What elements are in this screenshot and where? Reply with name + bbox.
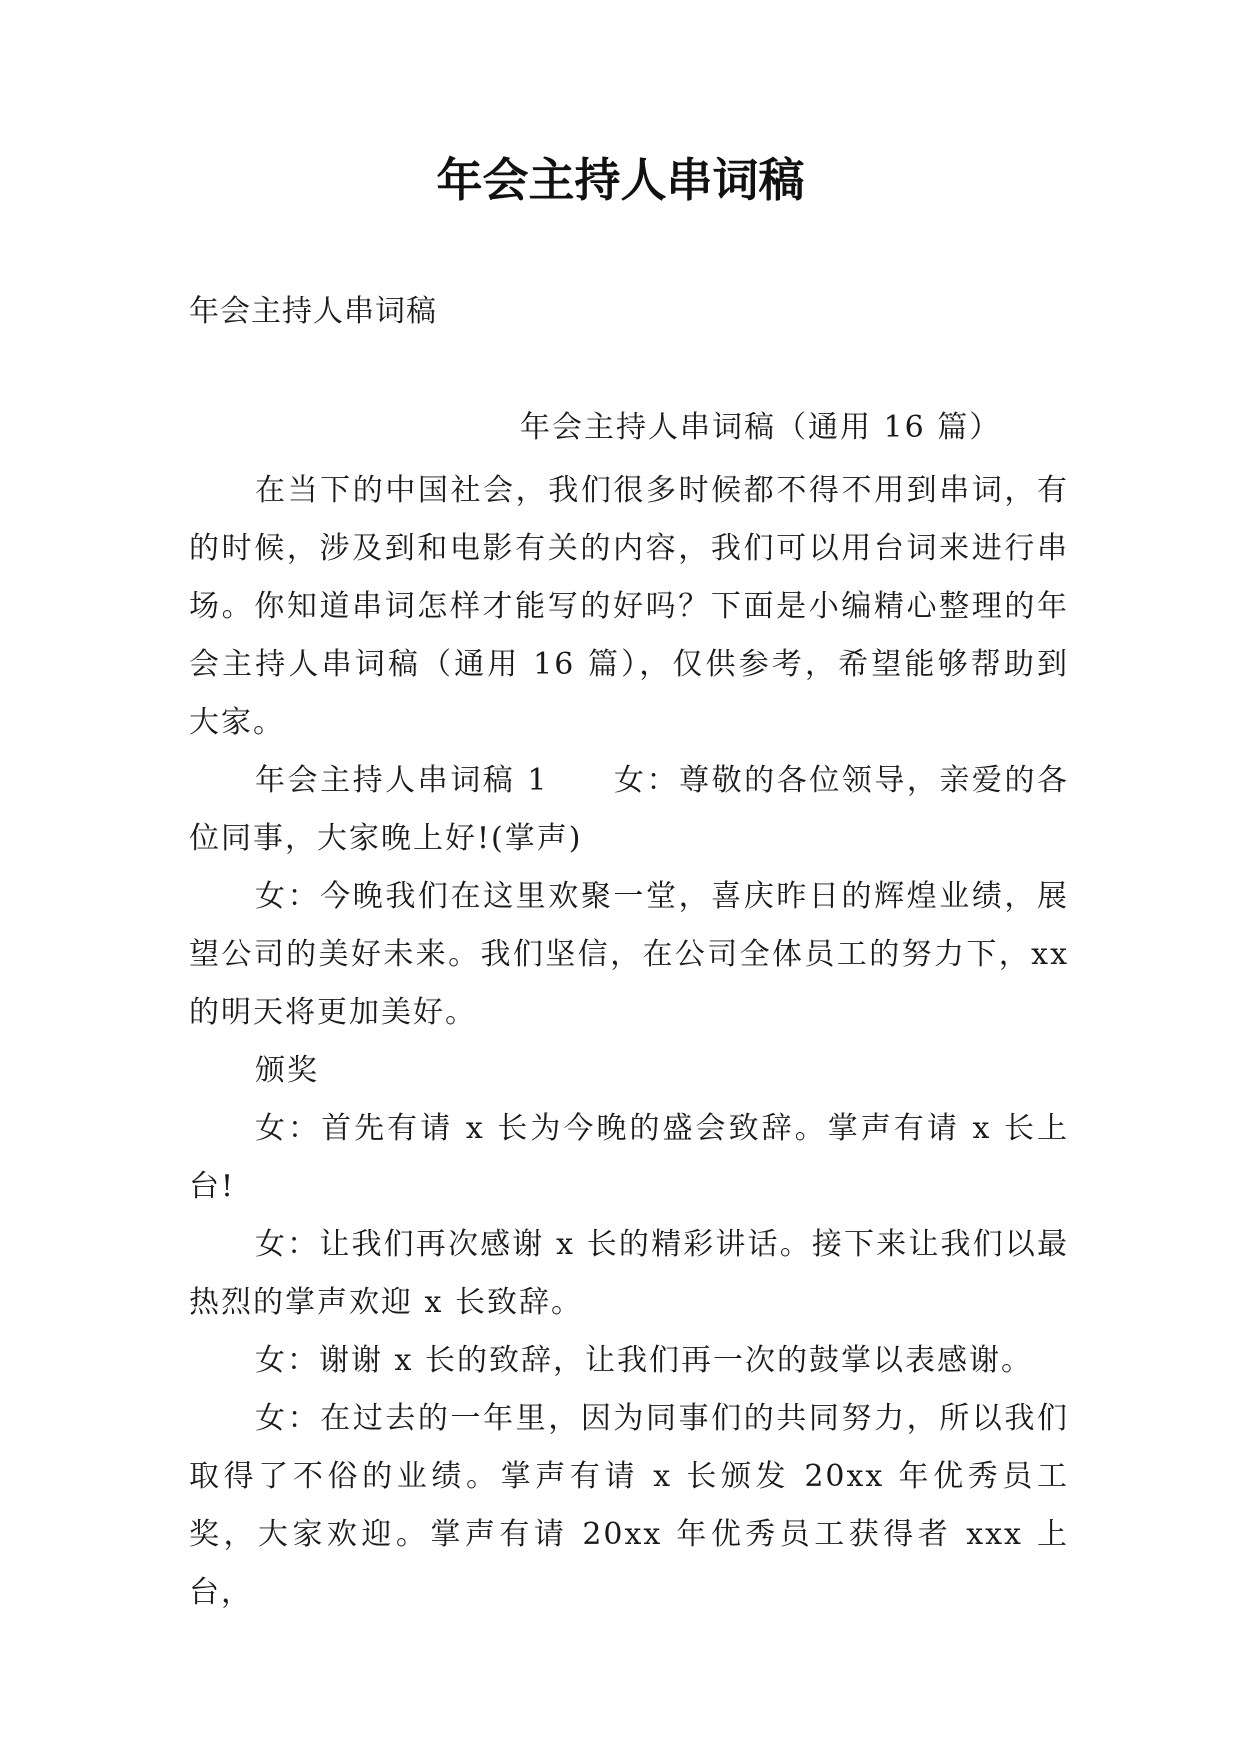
paragraph-invite-speech: 女：首先有请 x 长为今晚的盛会致辞。掌声有请 x 长上台! (189, 1111, 1069, 1204)
document-subtitle: 年会主持人串词稿 (189, 294, 437, 329)
document-title: 年会主持人串词稿 (436, 153, 805, 207)
paragraph-opening: 女：今晚我们在这里欢聚一堂，喜庆昨日的辉煌业绩，展望公司的美好未来。我们坚信，在公司全体员工的努力下，xx 的明天将更加美好。 (189, 879, 1069, 1030)
paragraph-thanks-speech: 女：让我们再次感谢 x 长的精彩讲话。接下来让我们以最热烈的掌声欢迎 x 长致辞。 (189, 1227, 1069, 1320)
body-text (189, 462, 1069, 1622)
paragraph-award: 女：在过去的一年里，因为同事们的共同努力，所以我们取得了不俗的业绩。掌声有请 x 长颁发 20xx 年优秀员工奖，大家欢迎。掌声有请 20xx 年优秀员工获得者 xxx 上台， (189, 1401, 1069, 1610)
paragraph-intro: 在当下的中国社会，我们很多时候都不得不用到串词，有的时候，涉及到和电影有关的内容，我们可以用台词来进行串场。你知道串词怎样才能写的好吗？下面是小编精心整理的年会主持人串词稿（通用 16 篇），仅供参考，希望能够帮助到大家。 (189, 473, 1069, 740)
paragraph-applause: 女：谢谢 x 长的致辞，让我们再一次的鼓掌以表感谢。 (255, 1343, 1033, 1378)
paragraph-award-heading: 颁奖 (255, 1053, 319, 1088)
section-heading: 年会主持人串词稿（通用 16 篇） (520, 410, 1002, 445)
paragraph-greeting: 年会主持人串词稿 1 女：尊敬的各位领导，亲爱的各位同事，大家晚上好!(掌声) (189, 763, 1069, 856)
